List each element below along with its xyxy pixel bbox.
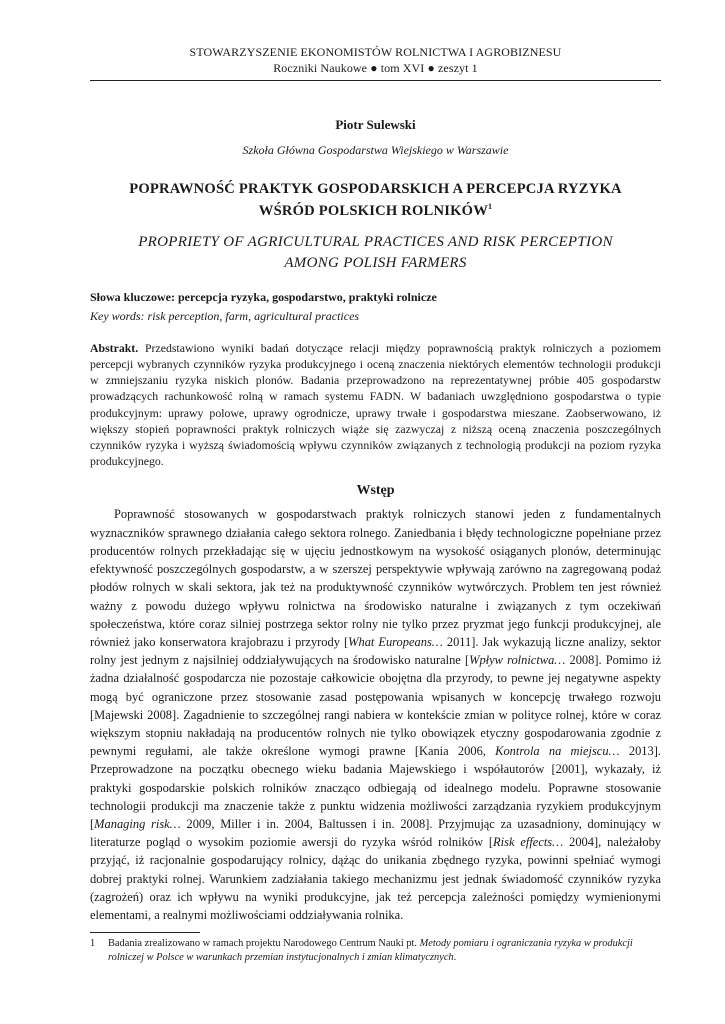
title-pl-line-1: POPRAWNOŚĆ PRAKTYK GOSPODARSKICH A PERCEPCJA RYZYKA xyxy=(129,181,622,197)
introduction-paragraph xyxy=(90,505,661,924)
paper-title-english xyxy=(90,232,661,274)
author-name: Piotr Sulewski xyxy=(335,117,416,132)
body-text-segment: 2004], należałoby przyjąć, iż racjonalnie gospodarujący rolnicy, dążąc do unikania zbędnego ryzyka, powinni spełniać wymogi dobrej praktyki rolnej. Warunkiem zadziałania takiego mechanizmu jest jednak świadomość czynników ryzyka (zagrożeń) oraz ich wpływu na wyniki produkcyjne, jak też percepcja zależności pomiędzy wymienionymi elementami, a realnymi możliwościami oddziaływania rolnika. xyxy=(90,835,662,922)
title-en-line-1: PROPRIETY OF AGRICULTURAL PRACTICES AND RISK PERCEPTION xyxy=(138,233,613,250)
footnote-mark: 1 xyxy=(90,938,96,950)
journal-header xyxy=(90,44,661,76)
title-footnote-mark[interactable]: 1 xyxy=(488,202,493,211)
title-pl-line-2-text: WŚRÓD POLSKICH ROLNIKÓW xyxy=(258,202,488,219)
abstract-text: Przedstawiono wyniki badań dotyczące relacji między poprawnością praktyk rolniczych a poziomem percepcji wybranych czynników ryzyka produkcyjnego i oceną znaczenia niektórych elementów technologii produkcji w zmniejszaniu ryzyka niskich plonów. Badania przeprowadzono na reprezentatywnej próbie 405 gospodarstw prowadzących rachunkowość rolną w ramach systemu FADN. W badaniach uwzględniono gospodarstwa o typie produkcyjnym: uprawy polowe, uprawy ogrodnicze, uprawy trwałe i gospodarstwa mieszane. Zaobserwowano, iż większy stopień poprawności praktyk rolniczych wiąże się zazwyczaj z niższą oceną znaczenia poszczególnych czynników ryzyka i wyższą świadomością wpływu czynników związanych z technologią produkcji na poziom ryzyka produkcyjnego. xyxy=(90,340,661,469)
citation-italic: Risk effects… xyxy=(493,835,564,850)
title-pl-line-2 xyxy=(90,198,661,220)
citation-italic: What Europeans… xyxy=(348,634,443,649)
title-en-line-2: AMONG POLISH FARMERS xyxy=(284,254,467,271)
journal-volume: tom XVI xyxy=(380,61,425,75)
journal-title: Roczniki Naukowe xyxy=(273,61,368,75)
keywords-polish: Słowa kluczowe: percepcja ryzyka, gospodarstwo, praktyki rolnicze xyxy=(90,289,437,304)
citation-italic: Kontrola na miejscu… xyxy=(495,744,620,759)
footnote-text-plain: Badania zrealizowano w ramach projektu Narodowego Centrum Nauki pt. xyxy=(108,938,420,950)
section-heading: Wstęp xyxy=(356,483,395,499)
abstract-label: Abstrakt. xyxy=(90,340,139,355)
footnote-divider xyxy=(90,932,200,933)
bullet-separator: ● xyxy=(427,61,435,75)
footnote-project-title: Metody pomiaru i ograniczania ryzyka w produkcji rolniczej w Polsce w warunkach przemian instytucjonalnych i zmian klimatycznych xyxy=(108,938,633,964)
footnote-text xyxy=(108,937,661,965)
journal-info xyxy=(90,60,661,76)
body-text-segment: 2013]. Przeprowadzone na początku obecnego wieku badania Majewskiego i współautorów [2001], wykazały, iż praktyki gospodarskie polskich rolników znacząco odbiegają od idealnego modelu. Poprawne stosowanie technologii produkcji ma znaczenie także z punktu widzenia możliwości zarządzania ryzykiem produkcyjnym [ xyxy=(90,744,661,831)
keywords-english: Key words: risk perception, farm, agricultural practices xyxy=(90,308,360,323)
journal-issue: zeszyt 1 xyxy=(437,61,478,75)
author-affiliation: Szkoła Główna Gospodarstwa Wiejskiego w Warszawie xyxy=(242,143,509,157)
citation-italic: Managing risk… xyxy=(94,816,181,831)
footnote-end: . xyxy=(453,952,457,964)
paper-page xyxy=(90,0,661,965)
abstract xyxy=(90,340,661,470)
citation-italic: Wpływ rolnictwa… xyxy=(469,653,566,668)
bullet-separator: ● xyxy=(370,61,378,75)
body-text-segment: 2011]. Jak wykazują liczne analizy, sektor rolny jest jednym z najsilniej oddziaływujących na środowisko naturalne [ xyxy=(90,634,662,668)
body-text-segment: 2008]. Pomimo iż żadna działalność gospodarcza nie pozostaje całkowicie obojętna dla przyrody, to pewne jej negatywne aspekty mogą być ograniczone przez stosowanie zasad postępowania wpisanych w koncepcję trwałego rozwoju [Majewski 2008]. Zagadnienie to szczególnej rangi nabiera w kontekście zmian w polityce rolnej, które w coraz większym stopniu nakładają na producentów rolnych nie tylko obowiązek etyczny gospodarowania zgodnie z pewnymi regułami, ale także określone wymogi prawne [Kania 2006, xyxy=(90,653,662,759)
footnote xyxy=(90,937,661,965)
paper-title-polish xyxy=(90,180,661,220)
header-divider xyxy=(90,80,661,81)
body-text-segment: 2009, Miller i in. 2004, Baltussen i in. 2008]. Przyjmując za uzasadniony, dominujący w literaturze pogląd o wysokim poziomie awersji do ryzyka wśród rolników [ xyxy=(90,816,662,850)
body-text-segment: Poprawność stosowanych w gospodarstwach praktyk rolniczych stanowi jeden z fundamentalnych wyznaczników sprawnego działania całego sektora rolnego. Zaniedbania i błędy technologiczne popełniane przez producentów rolnych przekładając się w ujęciu jednostkowym na wysokość osiąganych plonów, determinując efektywność poszczególnych gospodarstw, a w szerszej perspektywie wpływają zarówno na zagregowaną podaż płodów rolnych w skali sektora, jak też na produktywność czynników wytwórczych. Problem ten jest również ważny z powodu dużego wpływu rolnictwa na środowisko naturalne i związanych z tym oczekiwań społeczeństwa, które coraz silniej postrzega sektor rolny nie tylko przez pryzmat jego funkcji produkcyjnej, ale również jako konserwatora krajobrazu i przyrody [ xyxy=(90,507,661,649)
publisher-name: STOWARZYSZENIE EKONOMISTÓW ROLNICTWA I AGROBIZNESU xyxy=(189,45,562,59)
